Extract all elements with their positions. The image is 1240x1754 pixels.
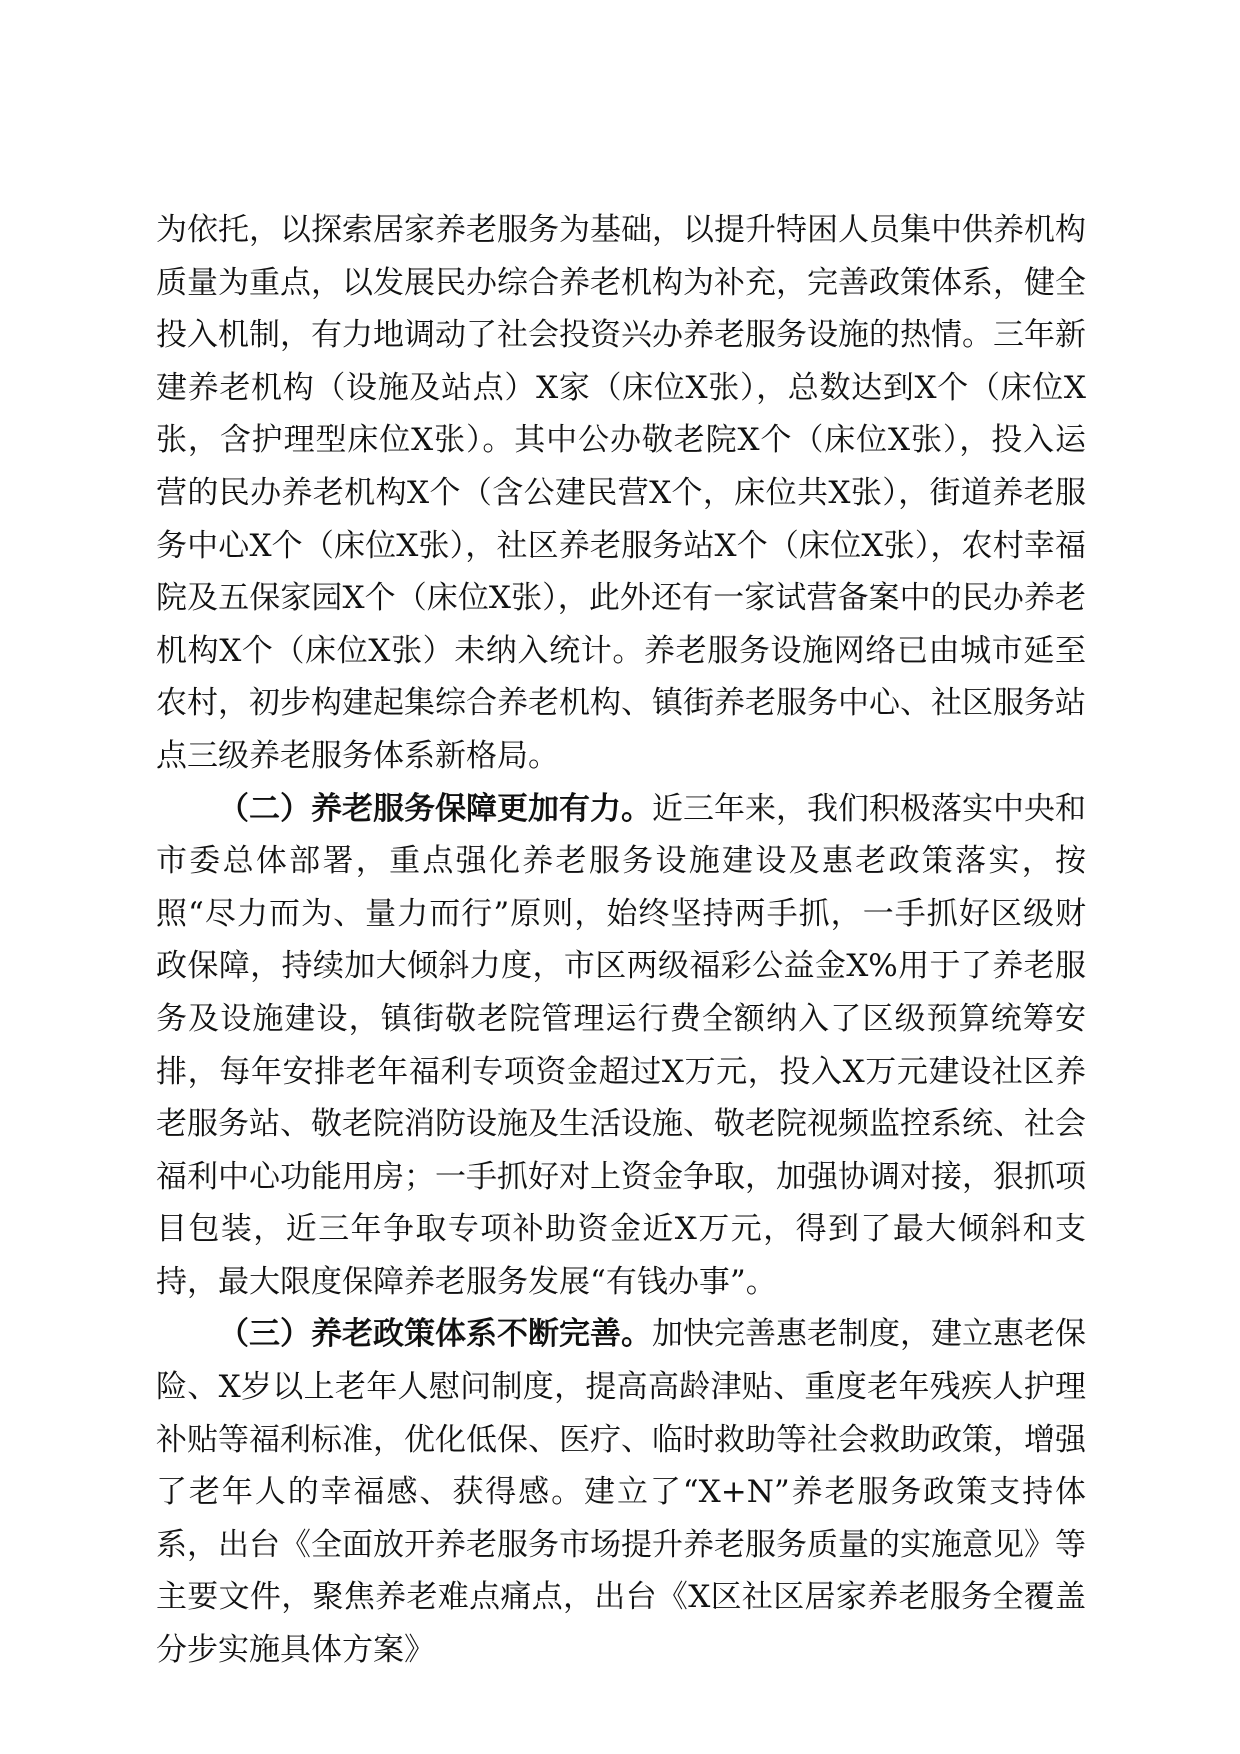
paragraph-1 [156, 204, 1086, 783]
paragraph-2-text: 近三年来，我们积极落实中央和市委总体部署，重点强化养老服务设施建设及惠老政策落实，按照“尽力而为、量力而行”原则，始终坚持两手抓，一手抓好区级财政保障，持续加大倾斜力度，市区两级福彩公益金X%用于了养老服务及设施建设，镇街敬老院管理运行费全额纳入了区级预算统筹安排，每年安排老年福利专项资金超过X万元，投入X万元建设社区养老服务站、敬老院消防设施及生活设施、敬老院视频监控系统、社会福利中心功能用房；一手抓好对上资金争取，加强协调对接，狠抓项目包装，近三年争取专项补助资金近X万元，得到了最大倾斜和支持，最大限度保障养老服务发展“有钱办事”。 [156, 790, 1086, 1300]
paragraph-2 [156, 783, 1086, 1309]
paragraph-3-text: 加快完善惠老制度，建立惠老保险、X岁以上老年人慰问制度，提高高龄津贴、重度老年残疾人护理补贴等福利标准，优化低保、医疗、临时救助等社会救助政策，增强了老年人的幸福感、获得感。建立了“X+N”养老服务政策支持体系，出台《全面放开养老服务市场提升养老服务质量的实施意见》等主要文件，聚焦养老难点痛点，出台《X区社区居家养老服务全覆盖分步实施具体方案》 [156, 1316, 1086, 1669]
document-body [156, 204, 1086, 1677]
paragraph-3-heading: （三）养老政策体系不断完善。 [218, 1316, 652, 1353]
paragraph-3 [156, 1308, 1086, 1676]
paragraph-2-heading: （二）养老服务保障更加有力。 [218, 790, 652, 827]
paragraph-1-text: 为依托，以探索居家养老服务为基础，以提升特困人员集中供养机构质量为重点，以发展民办综合养老机构为补充，完善政策体系，健全投入机制，有力地调动了社会投资兴办养老服务设施的热情。三年新建养老机构（设施及站点）X家（床位X张），总数达到X个（床位X张，含护理型床位X张）。其中公办敬老院X个（床位X张），投入运营的民办养老机构X个（含公建民营X个，床位共X张），街道养老服务中心X个（床位X张），社区养老服务站X个（床位X张），农村幸福院及五保家园X个（床位X张），此外还有一家试营备案中的民办养老机构X个（床位X张）未纳入统计。养老服务设施网络已由城市延至农村，初步构建起集综合养老机构、镇街养老服务中心、社区服务站点三级养老服务体系新格局。 [156, 212, 1086, 774]
